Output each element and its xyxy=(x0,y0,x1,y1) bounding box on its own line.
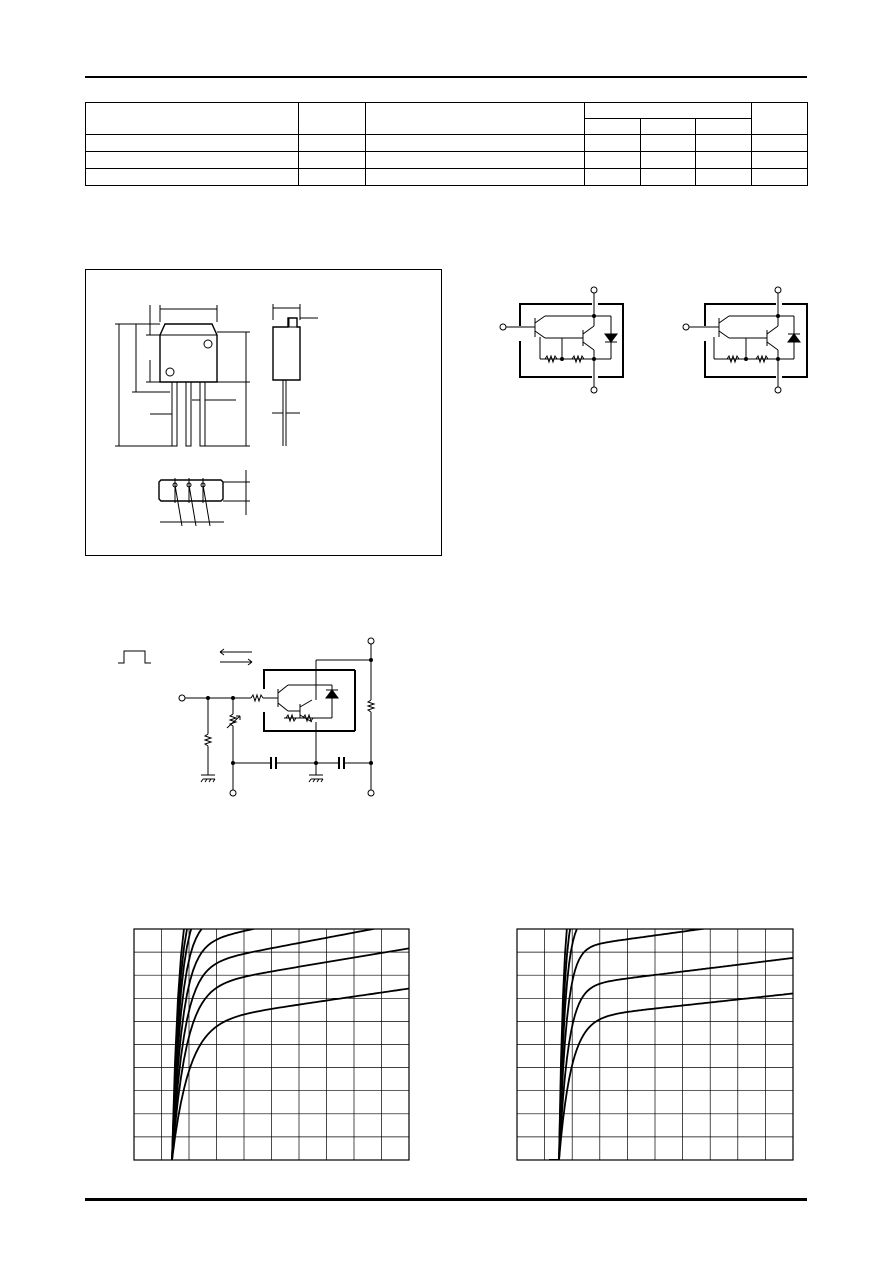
footer-rule xyxy=(85,1198,807,1201)
series-line xyxy=(549,859,793,1160)
series-line xyxy=(549,916,793,1160)
series-line xyxy=(549,994,793,1161)
series-line xyxy=(549,958,793,1160)
